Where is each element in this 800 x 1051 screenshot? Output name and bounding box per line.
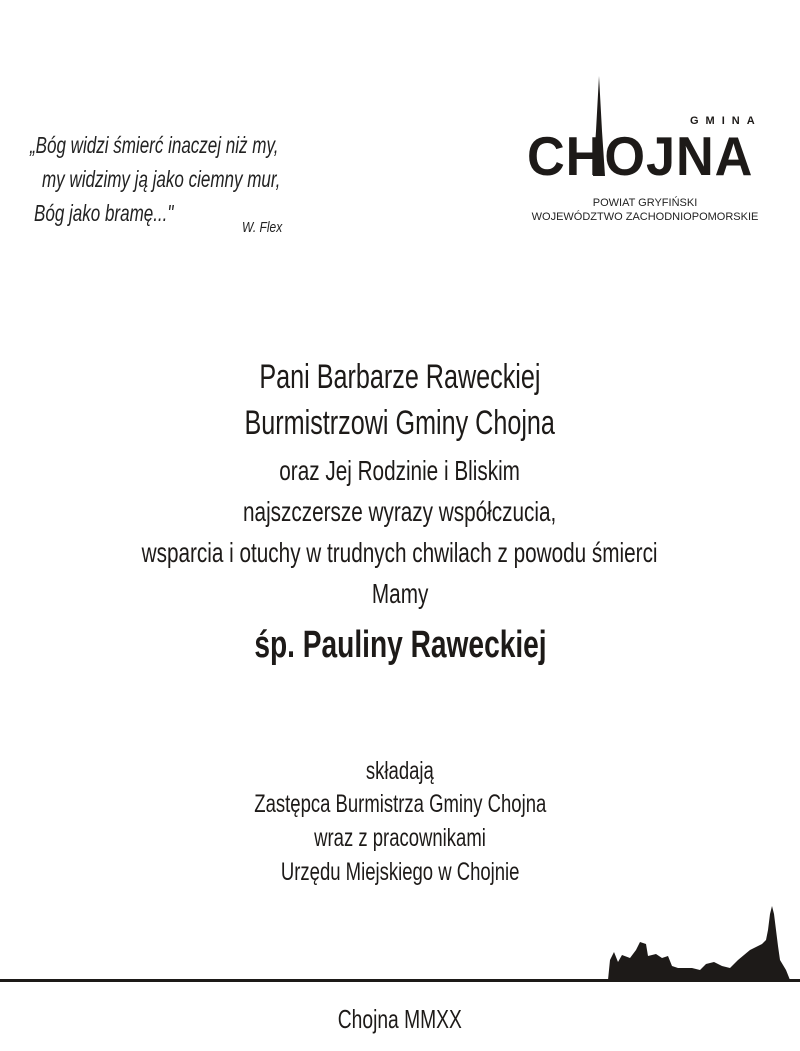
footer-divider bbox=[0, 979, 800, 982]
signature-line: Urzędu Miejskiego w Chojnie bbox=[280, 858, 520, 886]
quote-line: my widzimy ją jako ciemny mur, bbox=[42, 166, 281, 192]
logo-powiat: POWIAT GRYFIŃSKI bbox=[592, 197, 698, 209]
logo-chojna: CHOJNA bbox=[527, 125, 754, 187]
quote-author: W. Flex bbox=[242, 219, 283, 236]
logo-gmina: GMINA bbox=[690, 115, 762, 127]
quote-line: Bóg jako bramę..." bbox=[34, 200, 174, 226]
quote bbox=[30, 128, 366, 230]
recipient-name: Pani Barbarze Raweckiej bbox=[259, 358, 541, 396]
recipient-title: Burmistrzowi Gminy Chojna bbox=[244, 404, 556, 442]
quote-line: „Bóg widzi śmierć inaczej niż my, bbox=[30, 132, 279, 158]
message-line: oraz Jej Rodzinie i Bliskim bbox=[279, 455, 521, 486]
signature-line: Zastępca Burmistrza Gminy Chojna bbox=[254, 790, 546, 818]
message-line: najszczersze wyrazy współczucia, bbox=[243, 496, 557, 527]
deceased-name: śp. Pauliny Raweckiej bbox=[253, 624, 547, 666]
town-skyline-icon bbox=[600, 900, 800, 982]
message-line: Mamy bbox=[371, 578, 429, 609]
logo-wojewodztwo: WOJEWÓDZTWO ZACHODNIOPOMORSKIE bbox=[531, 211, 759, 223]
footer-place-date: Chojna MMXX bbox=[337, 1004, 463, 1034]
signature-line: wraz z pracownikami bbox=[314, 824, 486, 852]
signature-line: składają bbox=[366, 757, 434, 785]
message-line: wsparcia i otuchy w trudnych chwilach z powodu śmierci bbox=[142, 537, 658, 568]
